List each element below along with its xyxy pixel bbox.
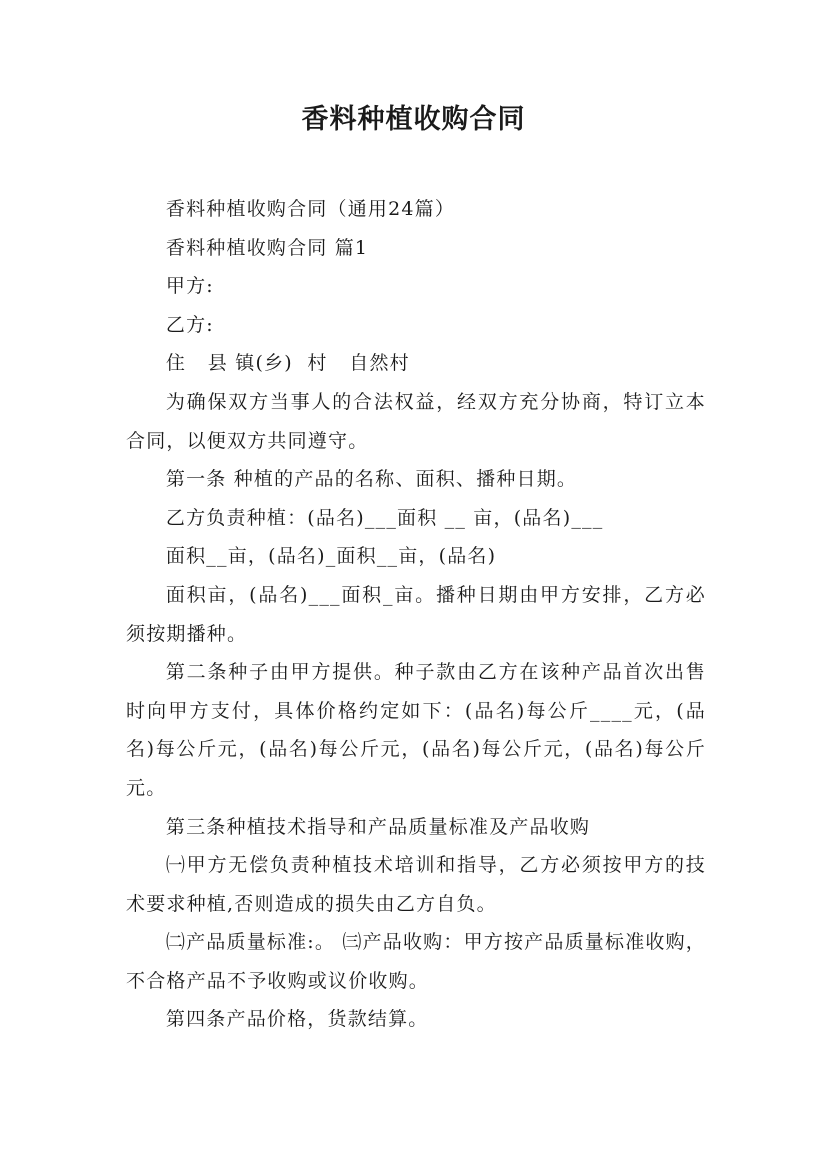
- paragraph-preamble: 为确保双方当事人的合法权益，经双方充分协商，特订立本合同，以便双方共同遵守。: [126, 390, 706, 452]
- paragraph-address: 住 县 镇(乡) 村 自然村: [165, 352, 410, 375]
- document-title: 香料种植收购合同: [301, 104, 526, 135]
- paragraph-party-b: 乙方:: [165, 313, 214, 336]
- paragraph-part-heading: 香料种植收购合同 篇1: [165, 236, 369, 259]
- paragraph-article-4: 第四条产品价格，货款结算。: [165, 1008, 429, 1031]
- paragraph-article-3: 第三条种植技术指导和产品质量标准及产品收购: [165, 815, 591, 838]
- paragraph-article-1-line-2: 面积__亩，(品名)_面积__亩，(品名): [165, 545, 497, 568]
- paragraph-article-3-item-1: ㈠甲方无偿负责种植技术培训和指导，乙方必须按甲方的技术要求种植,否则造成的损失由乙方自负。: [126, 854, 706, 915]
- paragraph-article-2: 第二条种子由甲方提供。种子款由乙方在该种产品首次出售时向甲方支付，具体价格约定如下：(品名)每公斤____元，(品名)每公斤元，(品名)每公斤元，(品名)每公斤元，(品名)每公斤元。: [126, 661, 706, 799]
- document-body: [126, 190, 706, 1039]
- paragraph-article-1-line-3: 面积亩，(品名)___面积_亩。播种日期由甲方安排，乙方必须按期播种。: [126, 583, 706, 645]
- paragraph-article-1-line-1: 乙方负责种植：(品名)___面积 __ 亩，(品名)___: [165, 506, 604, 529]
- paragraph-party-a: 甲方:: [165, 275, 214, 298]
- paragraph-article-3-item-2-3: ㈡产品质量标准:。 ㈢产品收购：甲方按产品质量标准收购，不合格产品不予收购或议价收购。: [126, 931, 706, 992]
- paragraph-article-1: 第一条 种植的产品的名称、面积、播种日期。: [165, 468, 578, 491]
- paragraph-collection-title: 香料种植收购合同（通用24篇）: [165, 198, 456, 220]
